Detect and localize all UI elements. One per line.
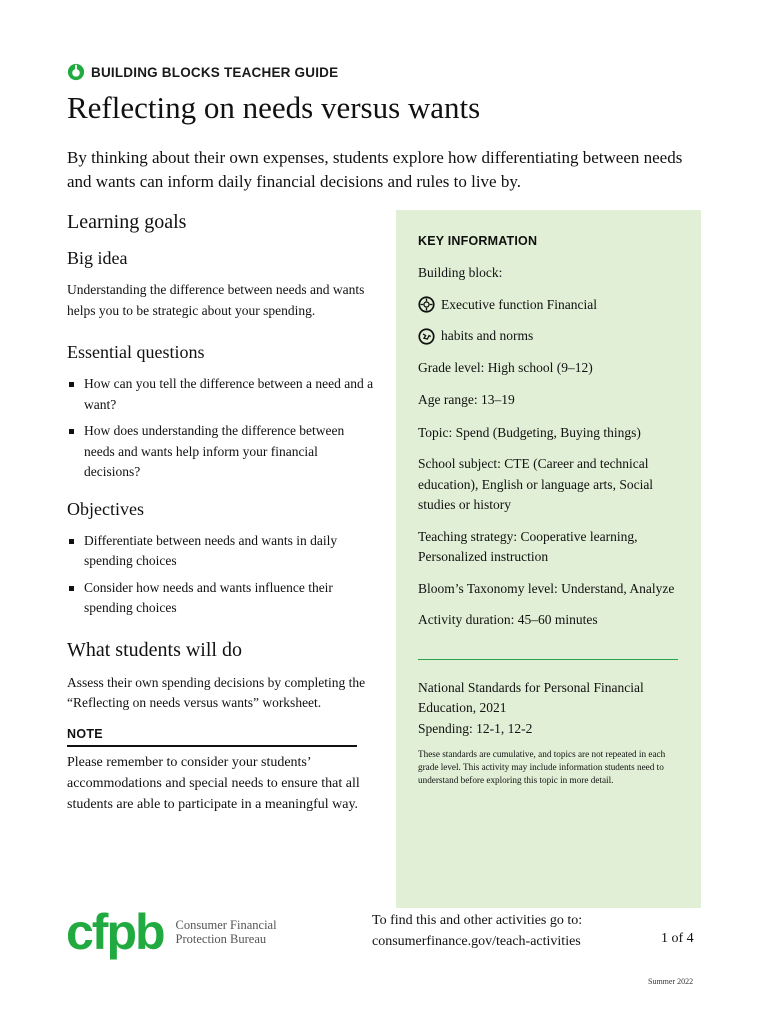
topic: Topic: Spend (Budgeting, Buying things) <box>418 424 641 440</box>
blooms-level: Bloom’s Taxonomy level: Understand, Analyze <box>418 580 675 596</box>
key-information-title: KEY INFORMATION <box>418 234 538 248</box>
org-line-1: Consumer Financial <box>175 918 277 932</box>
what-students-do-text: Assess their own spending decisions by completing the “Reflecting on needs versus wants” worksheet. <box>67 674 366 710</box>
guide-header <box>67 63 338 81</box>
note-text: Please remember to consider your students’ accommodations and special needs to ensure that all students are able to participate in a meaningful way. <box>67 754 360 812</box>
executive-function-icon <box>418 296 435 313</box>
big-idea-heading: Big idea <box>67 248 128 268</box>
school-subject: School subject: CTE (Career and technical education), English or language arts, Social studies or history <box>418 456 654 512</box>
list-item: How does understanding the difference between needs and wants help inform your financial decisions? <box>67 421 377 483</box>
list-item: Differentiate between needs and wants in daily spending choices <box>67 531 377 572</box>
objectives-heading: Objectives <box>67 498 144 519</box>
building-block-habits <box>418 326 679 347</box>
org-line-2: Protection Bureau <box>175 932 267 946</box>
note-label: NOTE <box>67 726 103 741</box>
big-idea-text: Understanding the difference between needs and wants helps you to be strategic about your spending. <box>67 282 365 318</box>
note-divider <box>67 745 357 747</box>
building-block-label-1: Executive function Financial <box>441 296 597 312</box>
find-text: To find this and other activities go to: <box>372 913 583 928</box>
guide-label: BUILDING BLOCKS TEACHER GUIDE <box>91 64 339 80</box>
activity-duration: Activity duration: 45–60 minutes <box>418 612 598 627</box>
building-block-label-2: habits and norms <box>441 328 534 343</box>
list-item: Consider how needs and wants influence their spending choices <box>67 578 377 619</box>
building-block-label: Building block: <box>418 265 503 280</box>
financial-habits-icon <box>418 328 435 345</box>
cfpb-org-name <box>176 918 277 946</box>
page-title: Reflecting on needs versus wants <box>67 90 481 125</box>
key-information-panel <box>396 210 701 908</box>
learning-goals-column <box>67 208 377 815</box>
footer-find-activities <box>372 910 582 952</box>
page-number: 1 of 4 <box>661 931 694 946</box>
objectives-list <box>67 531 377 619</box>
grade-level: Grade level: High school (9–12) <box>418 359 593 375</box>
essential-questions-list <box>67 374 377 483</box>
edition-date: Summer 2022 <box>648 977 694 986</box>
building-blocks-icon <box>67 63 85 81</box>
teaching-strategy: Teaching strategy: Cooperative learning, Personalized instruction <box>418 528 638 564</box>
essential-questions-heading: Essential questions <box>67 342 205 362</box>
cfpb-logo <box>66 904 277 960</box>
standards-fine-print: These standards are cumulative, and topics are not repeated in each grade level. This activity may include information students need to understand before exploring this topic in more detail. <box>418 749 666 785</box>
activities-link[interactable]: consumerfinance.gov/teach-activities <box>372 934 581 949</box>
building-block-executive <box>418 295 679 316</box>
panel-divider <box>418 659 678 660</box>
standards-spending: Spending: 12-1, 12-2 <box>418 720 533 736</box>
what-students-do-heading: What students will do <box>67 638 242 661</box>
standards-title: National Standards for Personal Financial Education, 2021 <box>418 679 644 715</box>
cfpb-wordmark: cfpb <box>66 904 164 960</box>
list-item: How can you tell the difference between a need and a want? <box>67 374 377 415</box>
age-range: Age range: 13–19 <box>418 392 515 407</box>
intro-paragraph: By thinking about their own expenses, students explore how differentiating between needs and wants can inform daily financial decisions and rules to live by. <box>67 148 683 191</box>
learning-goals-heading: Learning goals <box>67 211 187 233</box>
